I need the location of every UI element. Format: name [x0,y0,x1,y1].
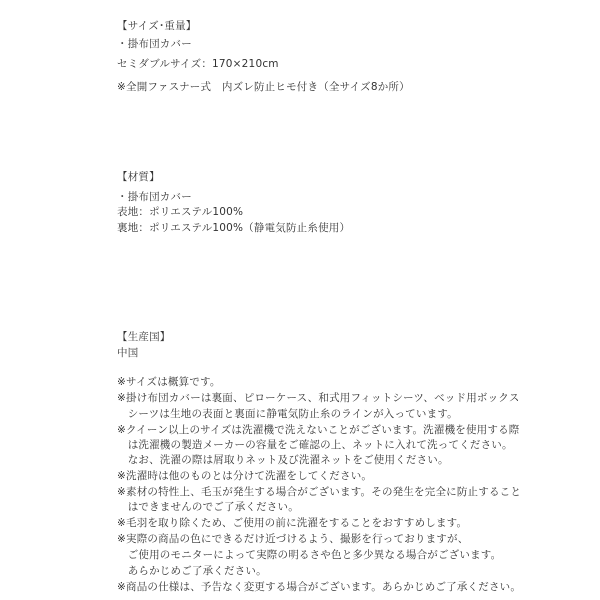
origin-country: 中国 [117,347,139,359]
note-line: ※掛け布団カバーは裏面、ピローケース、和式用フィットシーツ、ベッド用ボックス [117,392,520,404]
note-line: ※クイーン以上のサイズは洗濯機で洗えないことがございます。洗濯機を使用する際 [117,424,520,436]
note-line: ※実際の商品の色にできるだけ近づけるよう、撮影を行っておりますが、 [117,533,469,545]
size-note: ※全開ファスナー式 内ズレ防止ヒモ付き（全サイズ8か所） [117,81,410,93]
origin-heading: 【生産国】 [117,331,171,343]
material-back: 裏地：ポリエステル100%（静電気防止糸使用） [117,222,351,234]
note-line: は洗濯機の製造メーカーの容量をご確認の上、ネットに入れて洗ってください。 [117,439,513,451]
size-value: セミダブルサイズ：170×210cm [117,58,279,70]
note-line: ※サイズは概算です。 [117,376,221,388]
note-line: ※商品の仕様は、予告なく変更する場合がございます。あらかじめご了承ください。 [117,581,522,593]
note-line: ※素材の特性上、毛玉が発生する場合がございます。その発生を完全に防止すること [117,486,522,498]
note-line: ご使用のモニターによって実際の明るさや色と多少異なる場合がございます。 [117,549,502,561]
note-line: なお、洗濯の際は屑取りネット及び洗濯ネットをご使用ください。 [117,454,449,466]
size-heading: 【サイズ･重量】 [117,20,197,32]
note-line: はできませんのでご了承ください。 [117,501,299,513]
note-line: ※毛羽を取り除くため、ご使用の前に洗濯をすることをおすすめします。 [117,517,468,529]
material-front: 表地：ポリエステル100% [117,206,244,218]
note-line: シーツは生地の表面と裏面に静電気防止糸のラインが入っています。 [117,408,458,420]
material-heading: 【材質】 [117,171,160,183]
size-item: ・掛布団カバー [117,38,192,50]
note-line: あらかじめご了承ください。 [117,565,267,577]
material-item: ・掛布団カバー [117,191,192,203]
note-line: ※洗濯時は他のものとは分けて洗濯をしてください。 [117,470,373,482]
